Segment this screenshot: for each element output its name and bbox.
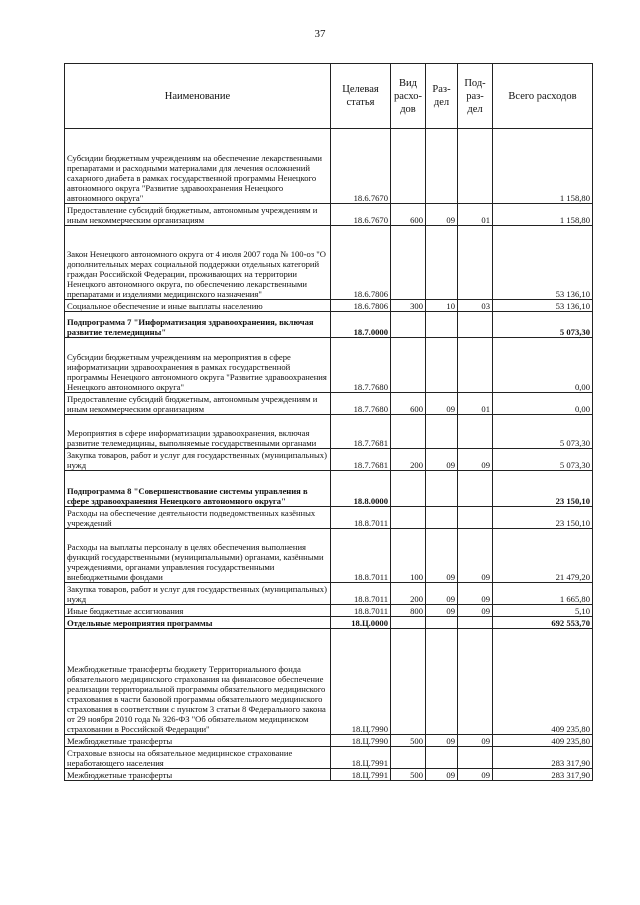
row-name: Предоставление субсидий бюджетным, автономным учреждениям и иным некоммерческим организациям	[65, 204, 331, 226]
row-type: 500	[391, 735, 426, 747]
row-code: 18.Ц.0000	[331, 617, 391, 629]
row-amount: 1 158,80	[493, 129, 593, 204]
row-section: 09	[426, 449, 458, 471]
row-name: Отдельные мероприятия программы	[65, 617, 331, 629]
table-row	[65, 507, 593, 529]
row-code: 18.8.7011	[331, 529, 391, 583]
row-code: 18.6.7670	[331, 204, 391, 226]
row-type: 600	[391, 204, 426, 226]
row-section: 09	[426, 529, 458, 583]
row-code: 18.7.7681	[331, 449, 391, 471]
row-section	[426, 415, 458, 449]
row-name: Предоставление субсидий бюджетным, автономным учреждениям и иным некоммерческим организациям	[65, 393, 331, 415]
row-amount: 283 317,90	[493, 769, 593, 781]
header-section: Раз-дел	[426, 64, 458, 129]
row-type	[391, 507, 426, 529]
row-section: 09	[426, 583, 458, 605]
row-amount: 283 317,90	[493, 747, 593, 769]
row-section	[426, 338, 458, 393]
table-row	[65, 617, 593, 629]
row-name: Закон Ненецкого автономного округа от 4 июля 2007 года № 100-оз "О дополнительных мерах социальной поддержки отдельных категорий граждан Российской Федерации, проживающих на территории Ненецкого автономного округа, по обеспечению лекарственными препаратами и изделиями медицинского назначения"	[65, 226, 331, 300]
header-subsection: Под-раз-дел	[458, 64, 493, 129]
row-name: Межбюджетные трансферты	[65, 735, 331, 747]
row-name: Расходы на обеспечение деятельности подведомственных казённых учреждений	[65, 507, 331, 529]
row-code: 18.6.7806	[331, 300, 391, 312]
row-name: Страховые взносы на обязательное медицинское страхование неработающего населения	[65, 747, 331, 769]
row-section: 10	[426, 300, 458, 312]
row-type	[391, 629, 426, 735]
row-type: 300	[391, 300, 426, 312]
row-amount: 5 073,30	[493, 312, 593, 338]
row-amount: 5 073,30	[493, 449, 593, 471]
row-code: 18.7.0000	[331, 312, 391, 338]
row-amount: 0,00	[493, 338, 593, 393]
row-code: 18.8.7011	[331, 507, 391, 529]
row-name: Межбюджетные трансферты	[65, 769, 331, 781]
row-type: 500	[391, 769, 426, 781]
row-code: 18.8.0000	[331, 471, 391, 507]
table-row	[65, 312, 593, 338]
table-row	[65, 129, 593, 204]
row-code: 18.Ц.7991	[331, 769, 391, 781]
row-type	[391, 338, 426, 393]
row-subsection: 03	[458, 300, 493, 312]
table-row	[65, 735, 593, 747]
row-type	[391, 617, 426, 629]
row-subsection	[458, 226, 493, 300]
row-type	[391, 415, 426, 449]
table-row	[65, 449, 593, 471]
header-name: Наименование	[65, 64, 331, 129]
row-code: 18.8.7011	[331, 583, 391, 605]
row-amount: 5,10	[493, 605, 593, 617]
row-subsection	[458, 129, 493, 204]
row-name: Мероприятия в сфере информатизации здравоохранения, включая развитие телемедицины, выполняемые государственными органами	[65, 415, 331, 449]
row-subsection	[458, 338, 493, 393]
table-header-row	[65, 64, 593, 129]
row-code: 18.6.7806	[331, 226, 391, 300]
row-amount: 5 073,30	[493, 415, 593, 449]
row-section: 09	[426, 769, 458, 781]
row-section: 09	[426, 204, 458, 226]
row-subsection	[458, 617, 493, 629]
table-row	[65, 300, 593, 312]
row-type	[391, 471, 426, 507]
row-amount: 53 136,10	[493, 300, 593, 312]
table-row	[65, 605, 593, 617]
table-row	[65, 226, 593, 300]
row-name: Субсидии бюджетным учреждениям на обеспечение лекарственными препаратами и расходными материалами для лечения осложнений сахарного диабета в рамках государственной программы Ненецкого автономного округа "Развитие здравоохранения Ненецкого автономного округа"	[65, 129, 331, 204]
row-type: 100	[391, 529, 426, 583]
table-row	[65, 338, 593, 393]
row-amount: 21 479,20	[493, 529, 593, 583]
row-code: 18.8.7011	[331, 605, 391, 617]
row-amount: 1 158,80	[493, 204, 593, 226]
row-type	[391, 747, 426, 769]
row-section: 09	[426, 605, 458, 617]
table-row	[65, 393, 593, 415]
row-subsection: 01	[458, 393, 493, 415]
table-row	[65, 629, 593, 735]
row-subsection	[458, 747, 493, 769]
row-subsection: 09	[458, 583, 493, 605]
budget-table	[64, 63, 593, 781]
row-code: 18.7.7680	[331, 338, 391, 393]
row-name: Подпрограмма 7 "Информатизация здравоохранения, включая развитие телемедицины"	[65, 312, 331, 338]
row-amount: 23 150,10	[493, 471, 593, 507]
row-section	[426, 226, 458, 300]
row-name: Закупка товаров, работ и услуг для государственных (муниципальных) нужд	[65, 449, 331, 471]
row-section	[426, 129, 458, 204]
row-section	[426, 629, 458, 735]
row-subsection: 09	[458, 605, 493, 617]
row-amount: 692 553,70	[493, 617, 593, 629]
row-name: Расходы на выплаты персоналу в целях обеспечения выполнения функций государственными (муниципальными) органами, казёнными учреждениями, органами управления государственными внебюджетными фондами	[65, 529, 331, 583]
row-amount: 409 235,80	[493, 735, 593, 747]
row-name: Иные бюджетные ассигнования	[65, 605, 331, 617]
row-subsection	[458, 415, 493, 449]
row-amount: 23 150,10	[493, 507, 593, 529]
row-type	[391, 129, 426, 204]
header-type: Вид расхо-дов	[391, 64, 426, 129]
row-section	[426, 617, 458, 629]
row-type: 200	[391, 583, 426, 605]
row-section	[426, 312, 458, 338]
row-subsection	[458, 471, 493, 507]
row-type	[391, 226, 426, 300]
row-code: 18.Ц.7990	[331, 629, 391, 735]
row-subsection	[458, 312, 493, 338]
row-type: 200	[391, 449, 426, 471]
row-type: 800	[391, 605, 426, 617]
row-amount: 409 235,80	[493, 629, 593, 735]
table-row	[65, 415, 593, 449]
row-code: 18.7.7681	[331, 415, 391, 449]
header-target: Целевая статья	[331, 64, 391, 129]
row-name: Социальное обеспечение и иные выплаты населению	[65, 300, 331, 312]
row-subsection	[458, 507, 493, 529]
row-subsection: 09	[458, 769, 493, 781]
header-total: Всего расходов	[493, 64, 593, 129]
row-section	[426, 471, 458, 507]
row-section: 09	[426, 393, 458, 415]
row-name: Субсидии бюджетным учреждениям на мероприятия в сфере информатизации здравоохранения в рамках государственной программы Ненецкого автономного округа "Развитие здравоохранения Ненецкого автономного округа"	[65, 338, 331, 393]
table-row	[65, 583, 593, 605]
row-subsection: 01	[458, 204, 493, 226]
table-row	[65, 529, 593, 583]
table-row	[65, 769, 593, 781]
row-subsection: 09	[458, 735, 493, 747]
row-name: Закупка товаров, работ и услуг для государственных (муниципальных) нужд	[65, 583, 331, 605]
row-amount: 1 665,80	[493, 583, 593, 605]
row-amount: 53 136,10	[493, 226, 593, 300]
row-section	[426, 747, 458, 769]
row-name: Подпрограмма 8 "Совершенствование системы управления в сфере здравоохранения Ненецкого автономного округа"	[65, 471, 331, 507]
table-row	[65, 747, 593, 769]
page-number: 37	[314, 28, 326, 40]
row-amount: 0,00	[493, 393, 593, 415]
row-code: 18.7.7680	[331, 393, 391, 415]
table-row	[65, 471, 593, 507]
row-code: 18.6.7670	[331, 129, 391, 204]
row-name: Межбюджетные трансферты бюджету Территориального фонда обязательного медицинского страхования на финансовое обеспечение реализации территориальной программы обязательного медицинского страхования в части базовой программы обязательного медицинского страхования в соответствии с пунктом 3 статьи 8 Федерального закона от 29 ноября 2010 года № 326-ФЗ "Об обязательном медицинском страховании в Российской Федерации"	[65, 629, 331, 735]
table-row	[65, 204, 593, 226]
row-subsection: 09	[458, 529, 493, 583]
row-type	[391, 312, 426, 338]
row-type: 600	[391, 393, 426, 415]
row-section: 09	[426, 735, 458, 747]
row-section	[426, 507, 458, 529]
row-subsection	[458, 629, 493, 735]
row-code: 18.Ц.7990	[331, 735, 391, 747]
row-code: 18.Ц.7991	[331, 747, 391, 769]
row-subsection: 09	[458, 449, 493, 471]
